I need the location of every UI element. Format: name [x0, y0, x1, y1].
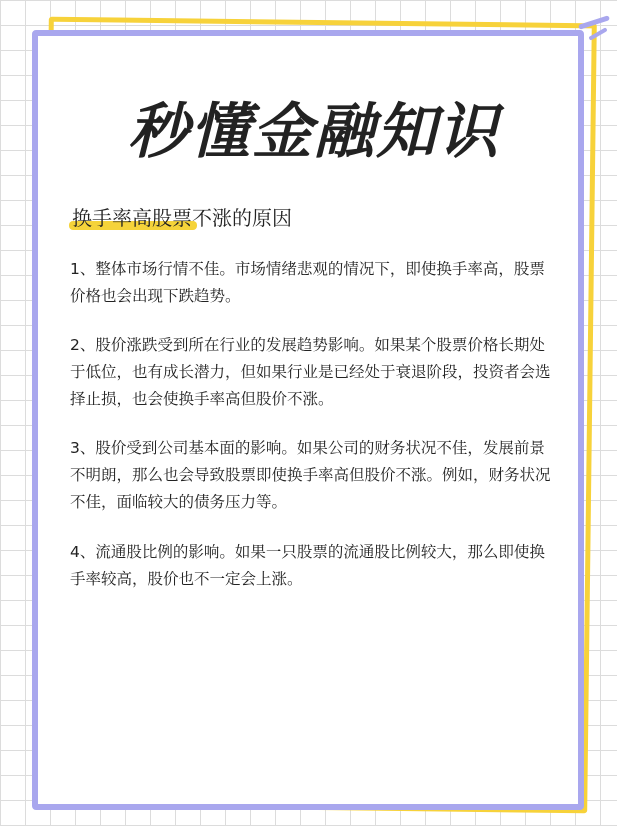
- paragraph-2: 2、股价涨跌受到所在行业的发展趋势影响。如果某个股票价格长期处于低位，也有成长潜力，但如果行业是已经处于衰退阶段，投资者会选择止损，也会使换手率高但股价不涨。: [70, 336, 551, 408]
- paragraph-4: 4、流通股比例的影响。如果一只股票的流通股比例较大，那么即使换手率较高，股价也不一定会上涨。: [70, 543, 545, 588]
- content-card: [32, 30, 584, 810]
- paragraph-1: 1、整体市场行情不佳。市场情绪悲观的情况下，即使换手率高，股票价格也会出现下跌趋势。: [70, 260, 545, 305]
- page-title: 秒懂金融知识: [128, 97, 500, 167]
- subtitle-text: 换手率高股票不涨的原因: [72, 206, 292, 230]
- paragraph-3: 3、股价受到公司基本面的影响。如果公司的财务状况不佳，发展前景不明朗，那么也会导致股票即使换手率高但股价不涨。例如，财务状况不佳，面临较大的债务压力等。: [70, 439, 551, 511]
- section-subtitle: [72, 202, 292, 231]
